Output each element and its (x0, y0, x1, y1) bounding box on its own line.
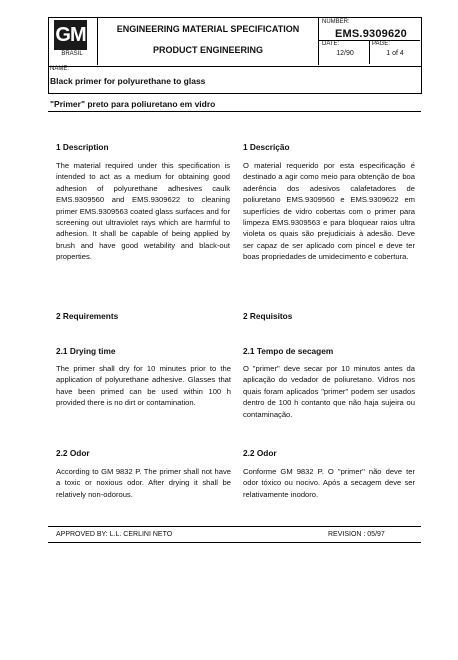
section-heading-drying-time: 2.1 Drying time (56, 346, 116, 356)
odor-text-pt: Conforme GM 9832 P. O "primer" não deve ter odor tóxico ou nocivo. Após a secagem deve ser relativamente inodoro. (243, 467, 415, 499)
date-label: DATE: (322, 41, 340, 47)
logo-cell (48, 17, 98, 65)
logo-subtitle: BRASIL (61, 51, 83, 57)
department-title: PRODUCT ENGINEERING (152, 45, 263, 55)
page-label: PAGE: (372, 41, 390, 47)
material-name-english: Black primer for polyurethane to glass (50, 76, 206, 86)
section-heading-odor-pt: 2.2 Odor (243, 448, 277, 458)
odor-text: According to GM 9832 P. The primer shall not have a toxic or noxious odor. After drying it shall be relatively non-odorous. (56, 467, 231, 499)
section-heading-requisitos: 2 Requisitos (243, 311, 293, 321)
descricao-text: O material requerido por esta especificação é destinado a agir como meio para obtenção de boa aderência dos adesivos calafetadores de poliuretano EMS.9309560 e EMS.9309622 em superfícies de vidro cobertas com o primer para limpeza EMS.9309563 e para bloquear raios ultra violeta os quais são prejudiciais à adesão. Deve ser capaz de ser aplicado com pincel e deve ter boas propriedades de umidecimento e cobertura. (243, 161, 415, 262)
section-heading-descricao: 1 Descrição (243, 142, 290, 152)
spec-title: ENGINEERING MATERIAL SPECIFICATION (116, 24, 300, 34)
gm-logo: GM (54, 20, 87, 50)
page-value: 1 of 4 (386, 50, 404, 57)
section-heading-odor: 2.2 Odor (56, 448, 90, 458)
tempo-secagem-text: O "primer" deve secar por 10 minutos antes da aplicação do vedador de poliuretano. Vidros nos quais foram aplicados "primer" podem ser usados dentro de 100 h contanto que não haja sujeira ou contaminação. (243, 364, 415, 419)
approved-by: APPROVED BY: L.L. CERLINI NETO (56, 531, 173, 538)
divider (48, 111, 421, 112)
section-heading-requirements: 2 Requirements (56, 311, 119, 321)
divider (48, 526, 421, 527)
section-heading-description: 1 Description (56, 142, 109, 152)
divider (369, 40, 370, 64)
divider (48, 542, 421, 543)
date-value: 12/90 (336, 50, 354, 57)
number-label: NUMBER: (322, 19, 350, 25)
name-label: NAME: (50, 66, 70, 72)
spec-info-cell (318, 17, 420, 65)
spec-number: EMS.9309620 (335, 28, 407, 40)
drying-time-text: The primer shall dry for 10 minutes prior to the application of polyurethane adhesive. Glasses that have been primed can be used within 100 h provided there is no dirt or contamination. (56, 364, 231, 408)
section-heading-tempo-secagem: 2.1 Tempo de secagem (243, 346, 334, 356)
description-text: The material required under this specification is intended to act as a medium for obtaining good adhesion of polyurethane adhesives caulk EMS.9309560 and EMS.9309622 to cleaning primer EMS.9309563 coated glass surfaces and for screening out ultraviolet rays which are harmful to adhesion. It shall be capable of being applied by brush and have good wetability and black-out properties. (56, 161, 230, 262)
material-name-portuguese: "Primer" preto para poliuretano em vidro (50, 99, 216, 109)
revision: REVISION : 05/97 (328, 531, 385, 538)
